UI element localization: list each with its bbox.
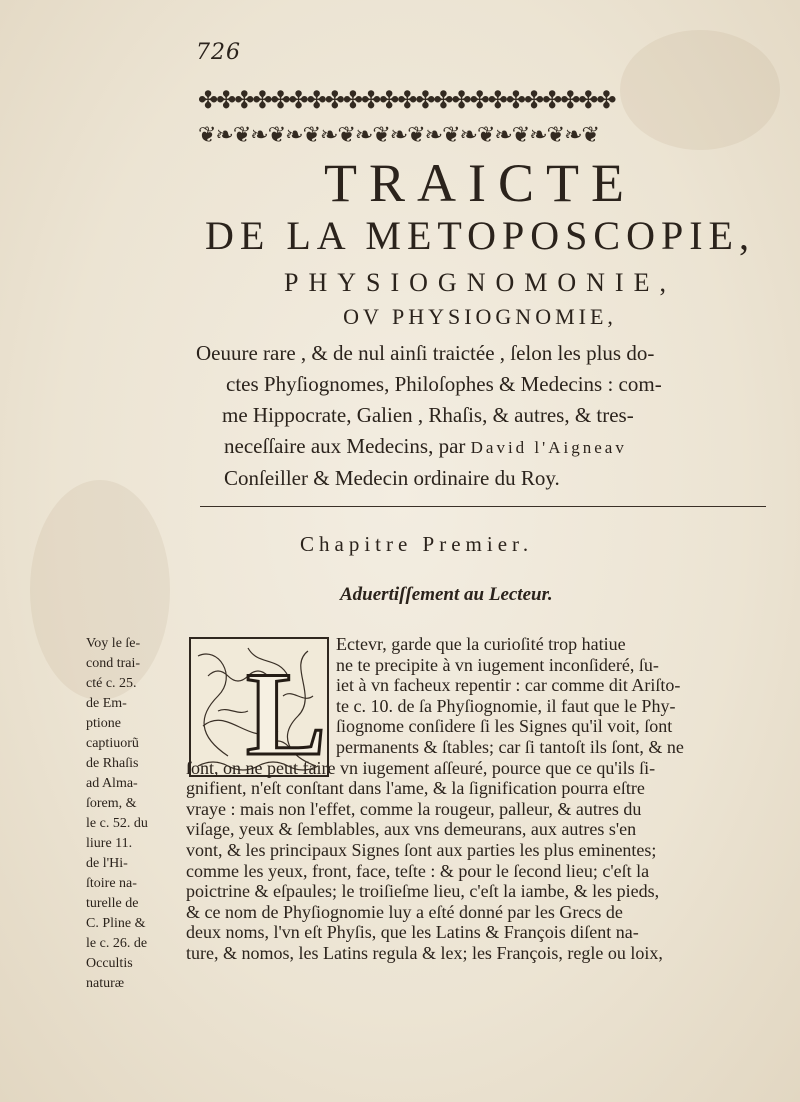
body-line: vraye : mais non l'effet, comme la rougeur, palleur, & autres du — [186, 798, 642, 819]
ornament-row: ✤✤✤✤✤✤✤✤✤✤✤✤✤✤✤✤✤✤✤✤✤✤✤ — [198, 86, 615, 114]
margin-note-line: le c. 52. du — [86, 816, 148, 831]
body-line: Ectevr, garde que la curioſité trop hatiue — [336, 634, 626, 654]
margin-note-line: turelle de — [86, 896, 139, 911]
margin-note-line: ptione — [86, 716, 121, 731]
title-line-3: PHYSIOGNOMONIE, — [284, 268, 676, 297]
margin-note-line: Voy le ſe- — [86, 636, 141, 651]
body-line: iet à vn facheux repentir : car comme dit Ariſto- — [336, 675, 681, 696]
margin-note-line: ſorem, & — [86, 796, 137, 811]
ornament-row: ❦❧❦❧❦❧❦❧❦❧❦❧❦❧❦❧❦❧❦❧❦❧❦ — [198, 123, 599, 148]
dropcap-letter: L — [246, 647, 327, 778]
body-line: ſont, on ne peut faire vn iugement aſſeuré, pource que ce qu'ils ſi- — [186, 757, 656, 778]
body-line: ſiognome conſidere ſi les Signes qu'il voit, ſont — [336, 716, 673, 737]
margin-note-line: de Rhaſis — [86, 756, 139, 771]
header-ornament — [198, 82, 774, 154]
intro-text: neceſſaire aux Medecins, par — [224, 434, 471, 458]
body-line: ne te precipite à vn iugement inconſideré, ſu- — [336, 654, 659, 675]
margin-note-line: ſtoire na- — [86, 876, 137, 891]
chapter-heading: Chapitre Premier. — [300, 532, 534, 556]
body-line: vont, & les principaux Signes ſont aux parties les plus eminentes; — [186, 839, 657, 860]
intro-line: Conſeiller & Medecin ordinaire du Roy. — [224, 466, 560, 490]
margin-note-line: naturæ — [86, 976, 125, 991]
intro-line — [196, 431, 766, 463]
author-name: David l'Aigneav — [470, 438, 627, 457]
margin-note-line: cond trai- — [86, 656, 141, 671]
section-subheading: Aduertiſſement au Lecteur. — [340, 584, 553, 605]
title-line-2: DE LA METOPOSCOPIE, — [205, 213, 755, 258]
body-line: & ce nom de Phyſiognomie luy a eſté donné par les Grecs de — [186, 901, 623, 922]
divider-rule — [200, 506, 766, 507]
margin-note-line: cté c. 25. — [86, 676, 137, 691]
title-line-4: OV PHYSIOGNOMIE, — [343, 304, 617, 329]
body-line: deux noms, l'vn eſt Phyſis, que les Latins & François diſent na- — [186, 922, 639, 943]
intro-paragraph — [196, 338, 766, 494]
margin-note-line: C. Pline & — [86, 916, 146, 931]
body-line: ture, & nomos, les Latins regula & lex; les François, regle ou loix, — [186, 942, 663, 963]
page-number: 726 — [196, 40, 241, 65]
intro-line: me Hippocrate, Galien , Rhaſis, & autres, & tres- — [222, 403, 634, 427]
intro-line: ctes Phyſiognomes, Philoſophes & Medecins : com- — [226, 372, 662, 396]
margin-note-line: de Em- — [86, 696, 127, 711]
margin-note-line: Occultis — [86, 956, 133, 971]
body-line: te c. 10. de ſa Phyſiognomie, il faut que le Phy- — [336, 695, 676, 716]
body-paragraph — [186, 634, 766, 964]
body-line: permanents & ſtables; car ſi tantoſt ils ſont, & ne — [336, 736, 684, 757]
intro-line: Oeuure rare , & de nul ainſi traictée , ſelon les plus do- — [196, 341, 655, 365]
margin-note-line: captiuorũ — [86, 736, 139, 751]
title-main: TRAICTE — [324, 153, 636, 213]
margin-note-line: le c. 26. de — [86, 936, 148, 951]
margin-note-line: de l'Hi- — [86, 856, 128, 871]
margin-note-line: liure 11. — [86, 836, 133, 851]
body-line: comme les yeux, front, face, teſte : & pour le ſecond lieu; c'eſt la — [186, 860, 650, 881]
margin-note-line: ad Alma- — [86, 776, 138, 791]
margin-note — [86, 634, 182, 994]
body-line: gnifient, n'eſt conſtant dans l'ame, & la ſignification pourra eſtre — [186, 778, 645, 799]
body-line: poictrine & eſpaules; le troiſieſme lieu, c'eſt la iambe, & les pieds, — [186, 881, 660, 902]
body-line: viſage, yeux & ſemblables, aux vns demeurans, aux autres s'en — [186, 819, 637, 840]
